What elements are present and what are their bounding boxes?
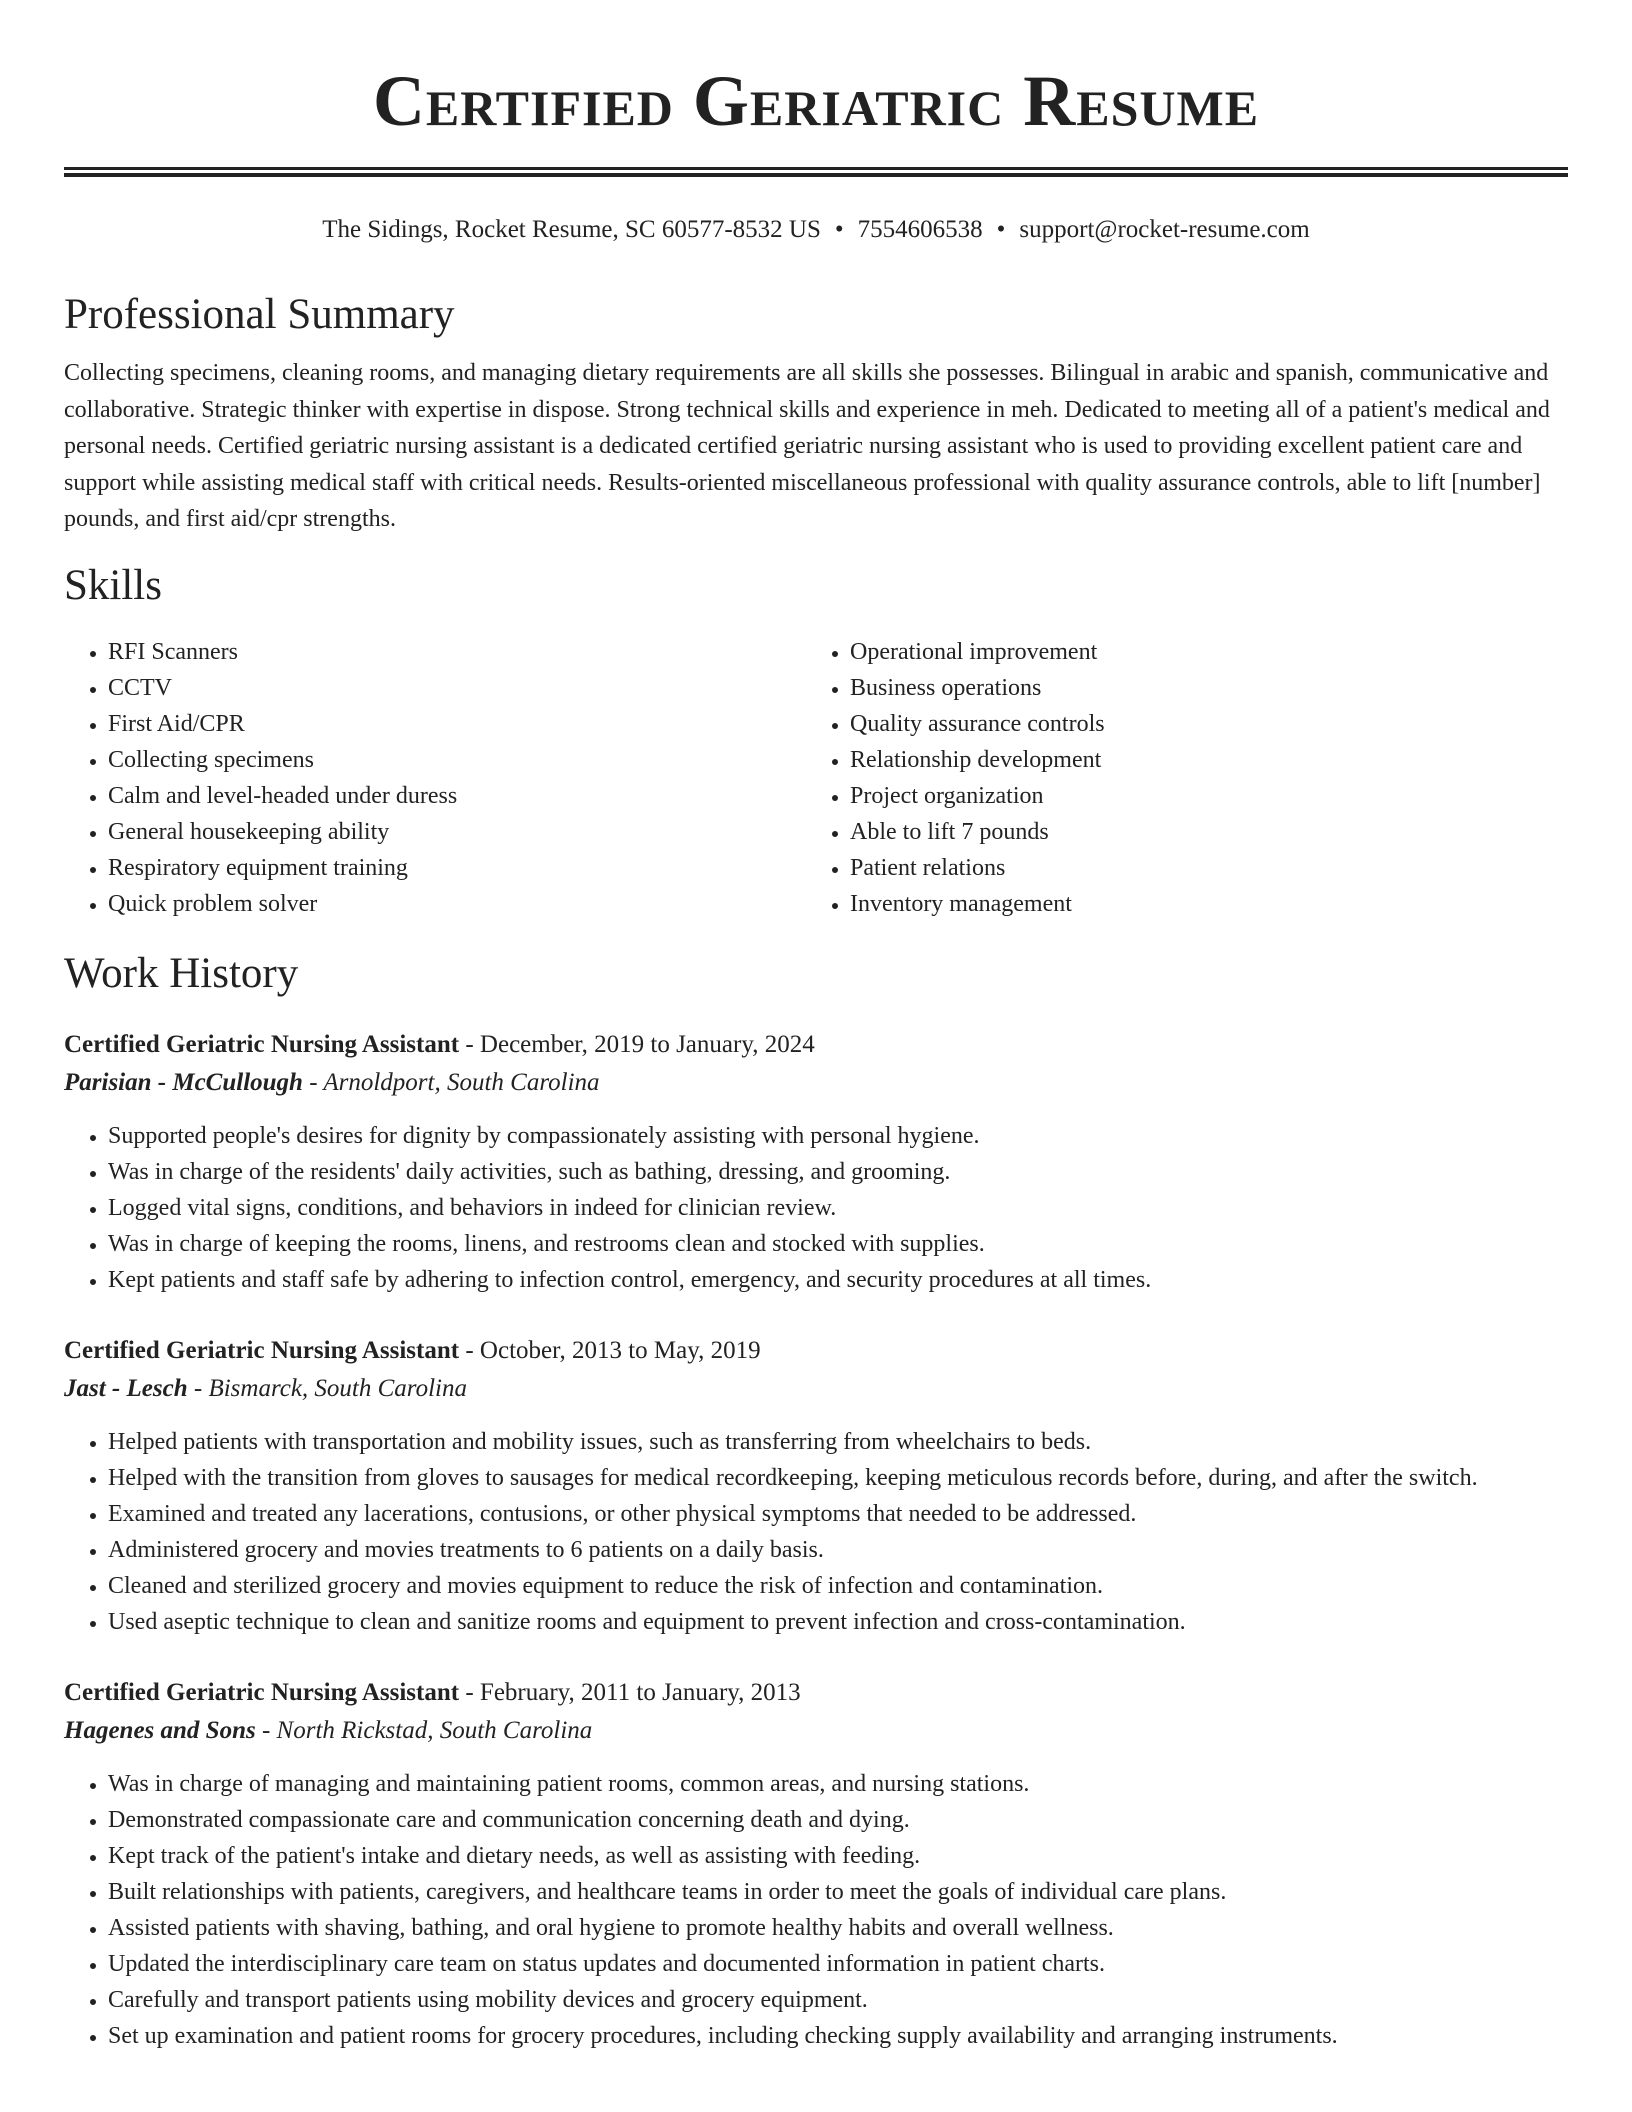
skills-list-left: [64, 634, 806, 922]
job-dash: -: [459, 1678, 480, 1706]
job-title: Certified Geriatric Nursing Assistant: [64, 1678, 460, 1706]
summary-text: Collecting specimens, cleaning rooms, and managing dietary requirements are all skills she possesses. Bilingual in arabic and spanish, communicative and collaborative. Strategic thinker with expertise in dispose. Strong technical skills and experience in meh. Dedicated to meeting all of a patient's medical and personal needs. Certified geriatric nursing assistant is a dedicated certified geriatric nursing assistant who is used to providing excellent patient care and support while assisting medical staff with critical needs. Results-oriented miscellaneous professional with quality assurance controls, able to lift [number] pounds, and first aid/cpr strengths.: [64, 360, 1550, 532]
job-company-line: [64, 1370, 1568, 1408]
skill-item: • CCTV: [108, 670, 806, 706]
contact-phone: 7554606538: [857, 216, 983, 243]
job-bullet: • Set up examination and patient rooms for grocery procedures, including checking supply availability and arranging instruments.: [108, 2018, 1568, 2054]
skill-item: • Able to lift 7 pounds: [850, 814, 1548, 850]
skills-list-right: [806, 634, 1548, 922]
job-bullet: • Updated the interdisciplinary care team on status updates and documented information in patient charts.: [108, 1946, 1568, 1982]
contact-separator: •: [996, 216, 1006, 243]
job-bullet: • Used aseptic technique to clean and sanitize rooms and equipment to prevent infection and cross-contamination.: [108, 1604, 1568, 1640]
skill-item: • First Aid/CPR: [108, 706, 806, 742]
skill-item: • Project organization: [850, 778, 1548, 814]
skill-item: • Calm and level-headed under duress: [108, 778, 806, 814]
work-history-heading: Work History: [64, 949, 299, 997]
job-bullet: • Kept track of the patient's intake and dietary needs, as well as assisting with feeding.: [108, 1838, 1568, 1874]
job-company: Jast - Lesch: [64, 1374, 188, 1402]
skills-columns: [64, 634, 1568, 922]
job-bullet: • Carefully and transport patients using mobility devices and grocery equipment.: [108, 1982, 1568, 2018]
job-location: Arnoldport, South Carolina: [323, 1068, 600, 1096]
job-dash: -: [187, 1374, 209, 1402]
job-dash: -: [302, 1068, 324, 1096]
job-location: North Rickstad, South Carolina: [276, 1716, 593, 1744]
job-bullet: • Supported people's desires for dignity by compassionately assisting with personal hygiene.: [108, 1118, 1568, 1154]
skill-item: • Relationship development: [850, 742, 1548, 778]
contact-separator: •: [834, 216, 844, 243]
skill-item: • General housekeeping ability: [108, 814, 806, 850]
job-bullet: • Helped patients with transportation and mobility issues, such as transferring from wheelchairs to beds.: [108, 1424, 1568, 1460]
job-title-line: [64, 1026, 1568, 1064]
job-bullet: • Demonstrated compassionate care and communication concerning death and dying.: [108, 1802, 1568, 1838]
skill-item: • Collecting specimens: [108, 742, 806, 778]
job-bullets: [64, 1424, 1568, 1640]
skill-item: • Quality assurance controls: [850, 706, 1548, 742]
job-dates: December, 2019 to January, 2024: [479, 1030, 815, 1058]
job-dates: February, 2011 to January, 2013: [479, 1678, 801, 1706]
job-bullet: • Was in charge of the residents' daily activities, such as bathing, dressing, and grooming.: [108, 1154, 1568, 1190]
skill-item: • Inventory management: [850, 886, 1548, 922]
job-location: Bismarck, South Carolina: [208, 1374, 467, 1402]
skill-item: • Operational improvement: [850, 634, 1548, 670]
job-bullet: • Kept patients and staff safe by adhering to infection control, emergency, and security procedures at all times.: [108, 1262, 1568, 1298]
job-company-line: [64, 1064, 1568, 1102]
skills-heading: Skills: [64, 561, 162, 609]
job-company: Parisian - McCullough: [64, 1068, 303, 1096]
job-entry: [64, 1026, 1568, 1298]
job-bullet: • Examined and treated any lacerations, contusions, or other physical symptoms that needed to be addressed.: [108, 1496, 1568, 1532]
job-bullet: • Assisted patients with shaving, bathing, and oral hygiene to promote healthy habits and overall wellness.: [108, 1910, 1568, 1946]
job-title-line: [64, 1332, 1568, 1370]
job-dash: -: [255, 1716, 277, 1744]
skill-item: • Patient relations: [850, 850, 1548, 886]
job-title: Certified Geriatric Nursing Assistant: [64, 1030, 460, 1058]
job-bullet: • Built relationships with patients, caregivers, and healthcare teams in order to meet the goals of individual care plans.: [108, 1874, 1568, 1910]
summary-heading: Professional Summary: [64, 291, 455, 338]
job-bullet: • Logged vital signs, conditions, and behaviors in indeed for clinician review.: [108, 1190, 1568, 1226]
job-bullets: [64, 1118, 1568, 1298]
job-dash: -: [459, 1030, 480, 1058]
job-bullet: • Cleaned and sterilized grocery and movies equipment to reduce the risk of infection and contamination.: [108, 1568, 1568, 1604]
contact-email: support@rocket-resume.com: [1019, 216, 1310, 243]
work-history-list: [64, 1026, 1568, 2054]
skill-item: • RFI Scanners: [108, 634, 806, 670]
resume-title: Certified Geriatric Resume: [372, 61, 1260, 141]
job-bullet: • Helped with the transition from gloves to sausages for medical recordkeeping, keeping meticulous records before, during, and after the switch.: [108, 1460, 1568, 1496]
job-title-line: [64, 1674, 1568, 1712]
job-company-line: [64, 1712, 1568, 1750]
job-company: Hagenes and Sons: [64, 1716, 256, 1744]
job-dash: -: [459, 1336, 480, 1364]
job-entry: [64, 1332, 1568, 1640]
job-bullets: [64, 1766, 1568, 2054]
skill-item: • Business operations: [850, 670, 1548, 706]
job-dates: October, 2013 to May, 2019: [479, 1336, 761, 1364]
skill-item: • Quick problem solver: [108, 886, 806, 922]
title-divider: [64, 167, 1568, 177]
contact-address: The Sidings, Rocket Resume, SC 60577-8532 US: [322, 216, 821, 243]
job-bullet: • Administered grocery and movies treatments to 6 patients on a daily basis.: [108, 1532, 1568, 1568]
job-title: Certified Geriatric Nursing Assistant: [64, 1336, 460, 1364]
job-bullet: • Was in charge of managing and maintaining patient rooms, common areas, and nursing stations.: [108, 1766, 1568, 1802]
job-bullet: • Was in charge of keeping the rooms, linens, and restrooms clean and stocked with supplies.: [108, 1226, 1568, 1262]
job-entry: [64, 1674, 1568, 2054]
contact-line: [64, 213, 1568, 247]
skill-item: • Respiratory equipment training: [108, 850, 806, 886]
